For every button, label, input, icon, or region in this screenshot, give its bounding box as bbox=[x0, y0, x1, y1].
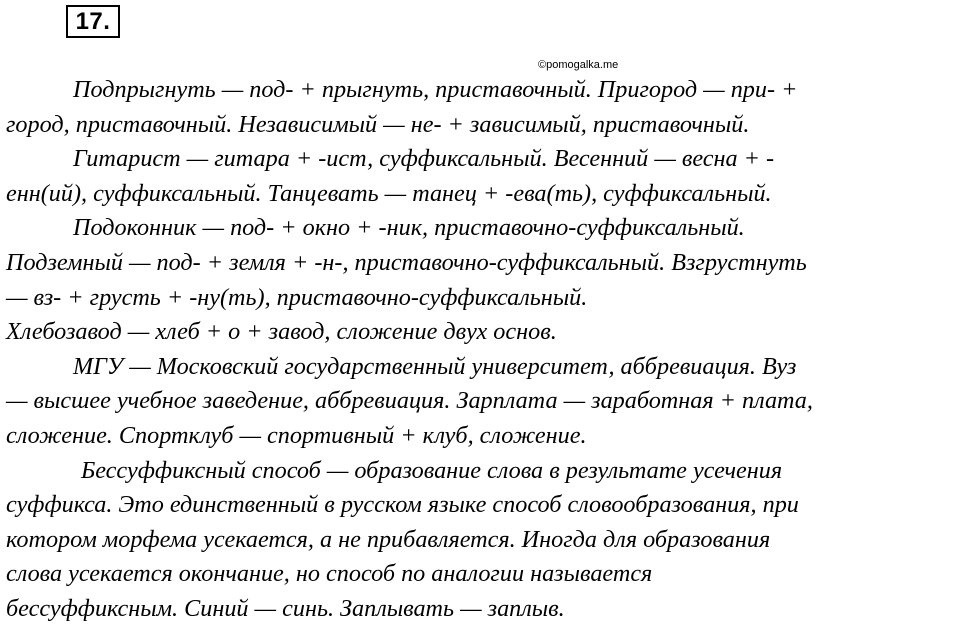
text-line: Подпрыгнуть — под- + прыгнуть, приставочный. Пригород — при- + bbox=[73, 76, 798, 103]
text-line: город, приставочный. Независимый — не- + зависимый, приставочный. bbox=[6, 110, 750, 138]
text-line: Подоконник — под- + окно + -ник, приставочно-суффиксальный. bbox=[73, 214, 745, 242]
text-line: енн(ий), суффиксальный. Танцевать — танец + -ева(ть), суффиксальный. bbox=[6, 179, 772, 207]
text-line: Гитарист — гитара + -ист, суффиксальный. Весенний — весна + - bbox=[73, 145, 775, 173]
watermark: ©pomogalka.me bbox=[538, 59, 619, 71]
text-line: бессуффиксным. Синий — синь. Заплывать — заплыв. bbox=[6, 594, 565, 622]
text-line: котором морфема усекается, а не прибавляется. Иногда для образования bbox=[6, 525, 771, 553]
exercise-number: 17. bbox=[66, 5, 120, 38]
text-line: сложение. Спортклуб — спортивный + клуб, сложение. bbox=[6, 421, 587, 449]
text-line: Подземный — под- + земля + -н-, приставочно-суффиксальный. Взгрустнуть bbox=[6, 248, 807, 276]
text-line: слова усекается окончание, но способ по аналогии называется bbox=[6, 560, 653, 588]
text-line: Бессуффиксный способ — образование слова в результате усечения bbox=[81, 456, 783, 484]
text-line: Хлебозавод — хлеб + о + завод, сложение двух основ. bbox=[6, 318, 557, 346]
answer-text bbox=[6, 73, 950, 627]
text-line: МГУ — Московский государственный университет, аббревиация. Вуз bbox=[73, 352, 797, 380]
text-line: — высшее учебное заведение, аббревиация. Зарплата — заработная + плата, bbox=[6, 387, 813, 415]
text-line: суффикса. Это единственный в русском языке способ словообразования, при bbox=[6, 491, 799, 519]
text-line: — вз- + грусть + -ну(ть), приставочно-суффиксальный. bbox=[6, 283, 588, 311]
